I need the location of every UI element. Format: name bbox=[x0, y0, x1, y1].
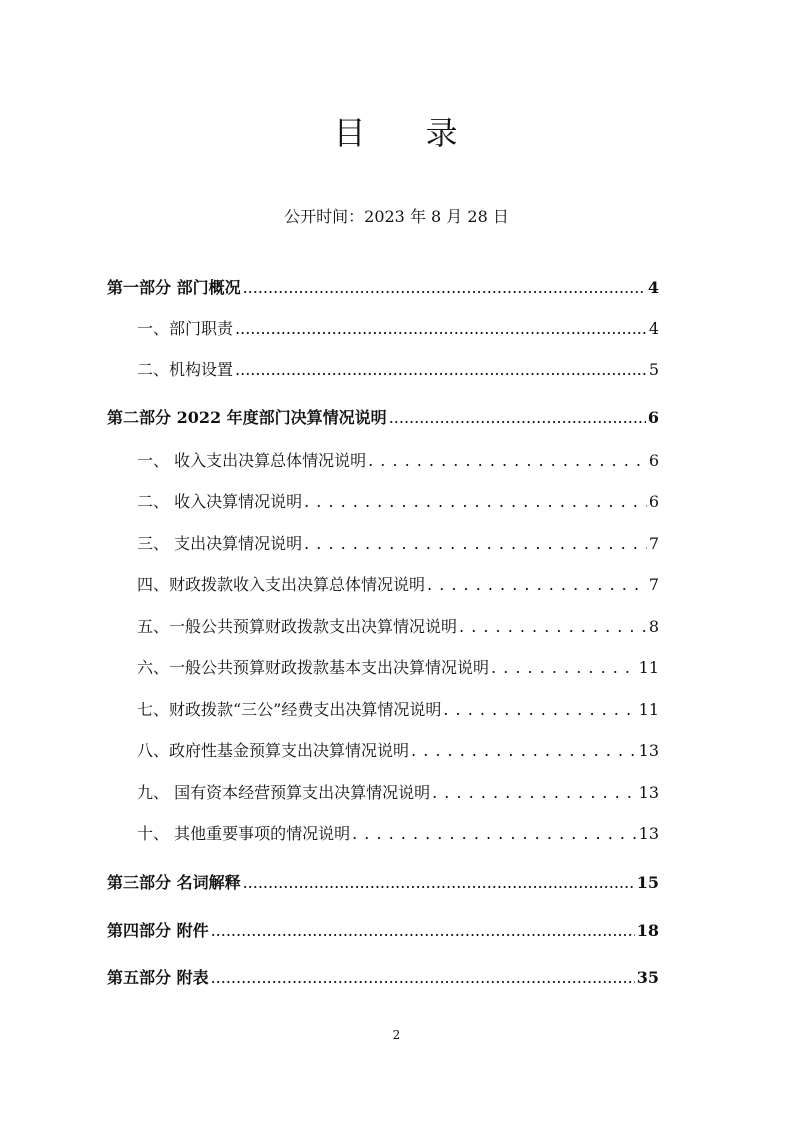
page-number: 2 bbox=[392, 1028, 401, 1042]
toc-entry-1-2[interactable] bbox=[137, 357, 659, 381]
dot-leader bbox=[304, 492, 647, 511]
toc-entry-1-1[interactable] bbox=[137, 316, 659, 340]
toc-entry-page: 6 bbox=[648, 451, 659, 470]
dot-leader bbox=[491, 658, 637, 677]
toc-entry-label: 七、财政拨款“三公”经费支出决算情况说明 bbox=[137, 700, 442, 719]
toc-entry-page: 7 bbox=[648, 575, 659, 594]
toc-entry-label: 第四部分 附件 bbox=[107, 921, 209, 940]
toc-entry-page: 13 bbox=[638, 783, 659, 802]
toc-entry-2-7[interactable] bbox=[137, 697, 659, 721]
dot-leader bbox=[427, 575, 647, 594]
dot-leader bbox=[459, 617, 647, 636]
dot-leader bbox=[235, 360, 647, 379]
toc-entry-page: 18 bbox=[636, 921, 659, 940]
toc-entry-label: 五、一般公共预算财政拨款支出决算情况说明 bbox=[137, 617, 458, 636]
toc-entry-part-2[interactable] bbox=[107, 405, 659, 429]
dot-leader bbox=[304, 534, 647, 553]
dot-leader bbox=[411, 741, 637, 760]
toc-entry-page: 7 bbox=[648, 534, 659, 553]
toc-entry-label: 一、 收入支出决算总体情况说明 bbox=[137, 451, 367, 470]
toc-entry-label: 二、机构设置 bbox=[137, 360, 234, 379]
toc-entry-2-6[interactable] bbox=[137, 655, 659, 679]
toc-entry-label: 第二部分 2022 年度部门决算情况说明 bbox=[107, 408, 387, 427]
title-char-1: 目 bbox=[333, 114, 368, 152]
toc-entry-page: 5 bbox=[648, 360, 659, 379]
toc-entry-page: 6 bbox=[648, 492, 659, 511]
toc-entry-label: 四、财政拨款收入支出决算总体情况说明 bbox=[137, 575, 426, 594]
toc-entry-page: 4 bbox=[648, 319, 659, 338]
publication-date: 公开时间：2023 年 8 月 28 日 bbox=[284, 207, 509, 226]
toc-entry-label: 八、政府性基金预算支出决算情况说明 bbox=[137, 741, 410, 760]
toc-entry-2-3[interactable] bbox=[137, 531, 659, 555]
toc-entry-part-5[interactable] bbox=[107, 965, 659, 989]
toc-entry-2-1[interactable] bbox=[137, 448, 659, 472]
dot-leader bbox=[243, 873, 635, 892]
toc-entry-page: 11 bbox=[638, 658, 659, 677]
toc-entry-label: 十、 其他重要事项的情况说明 bbox=[137, 824, 351, 843]
dot-leader bbox=[352, 824, 637, 843]
toc-entry-label: 一、部门职责 bbox=[137, 319, 234, 338]
dot-leader bbox=[211, 921, 635, 940]
dot-leader bbox=[368, 451, 647, 470]
toc-entry-part-4[interactable] bbox=[107, 918, 659, 942]
toc-entry-page: 13 bbox=[638, 741, 659, 760]
toc-entry-2-4[interactable] bbox=[137, 572, 659, 596]
toc-entry-label: 第五部分 附表 bbox=[107, 968, 209, 987]
toc-entry-part-1[interactable] bbox=[107, 275, 659, 299]
toc-entry-2-10[interactable] bbox=[137, 821, 659, 845]
toc-entry-page: 6 bbox=[647, 408, 659, 427]
toc-entry-2-2[interactable] bbox=[137, 489, 659, 513]
toc-entry-label: 三、 支出决算情况说明 bbox=[137, 534, 303, 553]
toc-entry-label: 二、 收入决算情况说明 bbox=[137, 492, 303, 511]
toc-entry-page: 13 bbox=[638, 824, 659, 843]
toc-entry-label: 六、一般公共预算财政拨款基本支出决算情况说明 bbox=[137, 658, 490, 677]
dot-leader bbox=[235, 319, 647, 338]
toc-entry-label: 第三部分 名词解释 bbox=[107, 873, 241, 892]
dot-leader bbox=[243, 278, 646, 297]
toc-entry-part-3[interactable] bbox=[107, 870, 659, 894]
toc-entry-page: 35 bbox=[636, 968, 659, 987]
toc-entry-page: 11 bbox=[638, 700, 659, 719]
toc-entry-label: 九、 国有资本经营预算支出决算情况说明 bbox=[137, 783, 431, 802]
toc-entry-page: 15 bbox=[636, 873, 659, 892]
toc-entry-page: 4 bbox=[647, 278, 659, 297]
toc-entry-2-9[interactable] bbox=[137, 780, 659, 804]
dot-leader bbox=[432, 783, 637, 802]
title-char-2: 录 bbox=[425, 114, 460, 152]
dot-leader bbox=[389, 408, 646, 427]
toc-entry-label: 第一部分 部门概况 bbox=[107, 278, 241, 297]
toc-entry-2-8[interactable] bbox=[137, 738, 659, 762]
dot-leader bbox=[443, 700, 636, 719]
toc-entry-page: 8 bbox=[648, 617, 659, 636]
dot-leader bbox=[211, 968, 635, 987]
toc-entry-2-5[interactable] bbox=[137, 614, 659, 638]
